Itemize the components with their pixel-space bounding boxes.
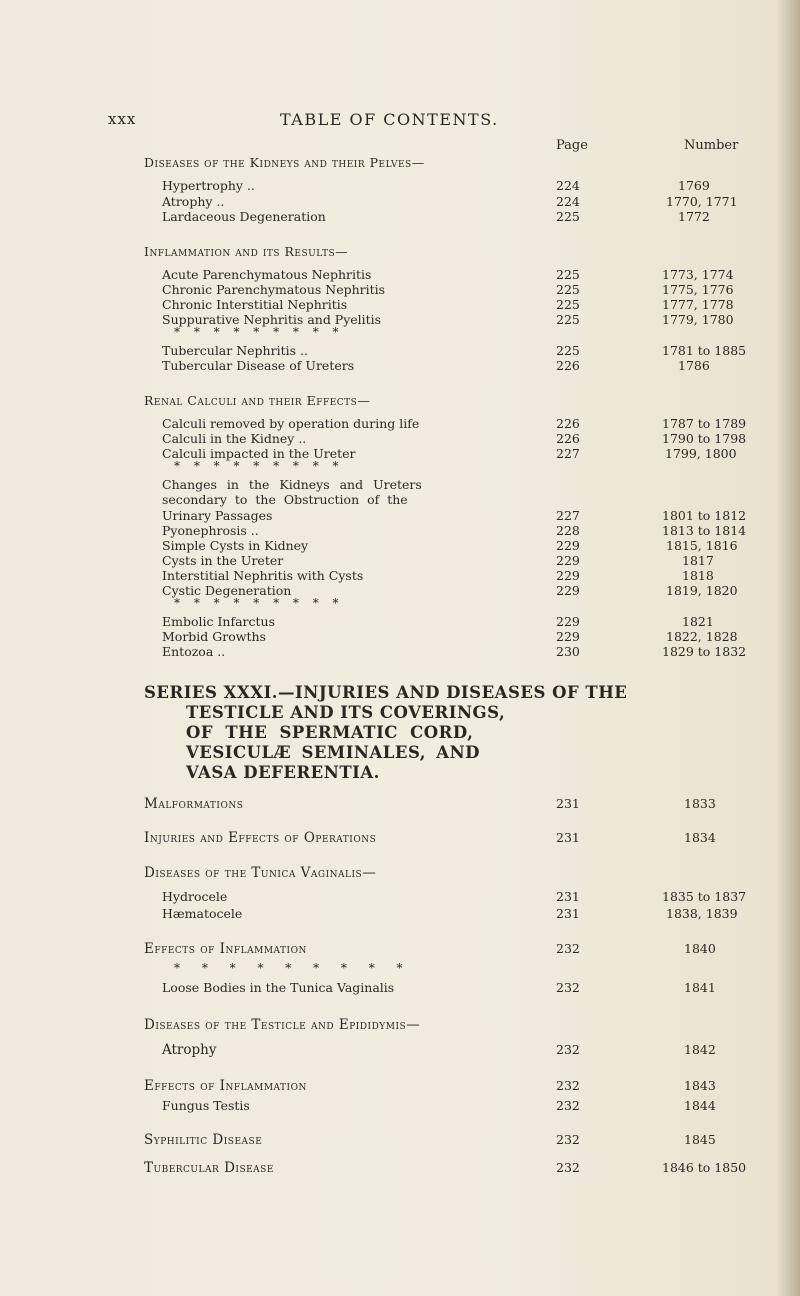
- toc-entry: Urinary Passages 227 1801 to 1812: [162, 508, 747, 523]
- entry-number: 1772: [678, 209, 710, 224]
- toc-entry: Calculi in the Kidney .. 226 1790 to 1798: [162, 431, 747, 446]
- toc-entry: Chronic Interstitial Nephritis 225 1777, 1778: [162, 297, 734, 312]
- entry-page: 224: [556, 178, 580, 193]
- toc-entry: Simple Cysts in Kidney 229 1815, 1816: [162, 538, 738, 553]
- toc-entry: Calculi impacted in the Ureter 227 1799, 1800: [162, 446, 737, 461]
- toc-entry: Hæmatocele 231 1838, 1839: [162, 906, 738, 921]
- toc-entry: Tubercular Nephritis .. 225 1781 to 1885: [162, 343, 747, 358]
- entry-label: Atrophy ..: [162, 194, 225, 209]
- toc-entry: Embolic Infarctus 229 1821: [162, 614, 714, 629]
- entry-page: 224: [556, 194, 580, 209]
- toc-entry: Loose Bodies in the Tunica Vaginalis 232 1841: [162, 980, 716, 995]
- column-header-number: Number: [684, 138, 739, 153]
- toc-entry: Tubercular Disease of Ureters 226 1786: [162, 358, 710, 373]
- toc-entry: Injuries and Effects of Operations 231 1834: [144, 830, 716, 846]
- column-header-page: Page: [556, 138, 588, 153]
- toc-entry: Suppurative Nephritis and Pyelitis 225 1779, 1780: [162, 312, 734, 327]
- toc-entry: Entozoa .. 230 1829 to 1832: [162, 644, 747, 659]
- toc-entry: Morbid Growths 229 1822, 1828: [162, 629, 738, 644]
- toc-entry: Hydrocele 231 1835 to 1837: [162, 889, 747, 904]
- toc-entry: Acute Parenchymatous Nephritis 225 1773, 1774: [162, 267, 734, 282]
- entry-label: Hypertrophy ..: [162, 178, 255, 193]
- ellipsis-stars: * * * * * * * * *: [174, 596, 339, 610]
- toc-entry: Cystic Degeneration 229 1819, 1820: [162, 583, 738, 598]
- toc-entry: Malformations 231 1833: [144, 796, 716, 812]
- toc-entry: Pyonephrosis .. 228 1813 to 1814: [162, 523, 747, 538]
- entry-number: 1770, 1771: [666, 194, 738, 209]
- toc-entry-wrapped: Changes in the Kidneys and Ureters: [162, 477, 422, 492]
- toc-entry: Syphilitic Disease 232 1845: [144, 1132, 716, 1148]
- section-heading-testicle: Diseases of the Testicle and Epididymis—: [144, 1017, 421, 1033]
- ellipsis-stars: * * * * * * * * *: [174, 961, 403, 975]
- toc-entry: Effects of Inflammation 232 1840: [144, 941, 716, 957]
- section-heading-kidneys: Diseases of the Kidneys and their Pelves—: [144, 155, 425, 170]
- page-number: xxx: [108, 110, 137, 128]
- toc-entry: Atrophy 232 1842: [162, 1042, 716, 1058]
- running-title: TABLE OF CONTENTS.: [280, 110, 499, 129]
- series-title: SERIES XXXI.—INJURIES AND DISEASES OF THE TESTICLE AND ITS COVERINGS, OF THE SPERMATIC CORD, VESICULÆ SEMINALES, AND VASA DEFERENTIA.: [144, 683, 628, 782]
- toc-entry: Cysts in the Ureter 229 1817: [162, 553, 714, 568]
- section-heading-tunica: Diseases of the Tunica Vaginalis—: [144, 865, 377, 881]
- toc-entry: Interstitial Nephritis with Cysts 229 1818: [162, 568, 714, 583]
- toc-entry: Effects of Inflammation 232 1843: [144, 1078, 716, 1094]
- toc-entry-wrapped: secondary to the Obstruction of the: [162, 492, 408, 507]
- toc-entry: Fungus Testis 232 1844: [162, 1098, 716, 1113]
- entry-page: 225: [556, 209, 580, 224]
- entry-number: 1769: [678, 178, 710, 193]
- section-heading-calculi: Renal Calculi and their Effects—: [144, 393, 371, 408]
- section-heading-inflammation: Inflammation and its Results—: [144, 244, 349, 259]
- toc-entry: Tubercular Disease 232 1846 to 1850: [144, 1160, 747, 1176]
- toc-entry: Chronic Parenchymatous Nephritis 225 1775, 1776: [162, 282, 734, 297]
- toc-entry: [0, 209, 800, 227]
- toc-entry: Calculi removed by operation during life 226 1787 to 1789: [162, 416, 747, 431]
- ellipsis-stars: * * * * * * * * *: [174, 325, 339, 339]
- ellipsis-stars: * * * * * * * * *: [174, 459, 339, 473]
- entry-label: Lardaceous Degeneration: [162, 209, 326, 224]
